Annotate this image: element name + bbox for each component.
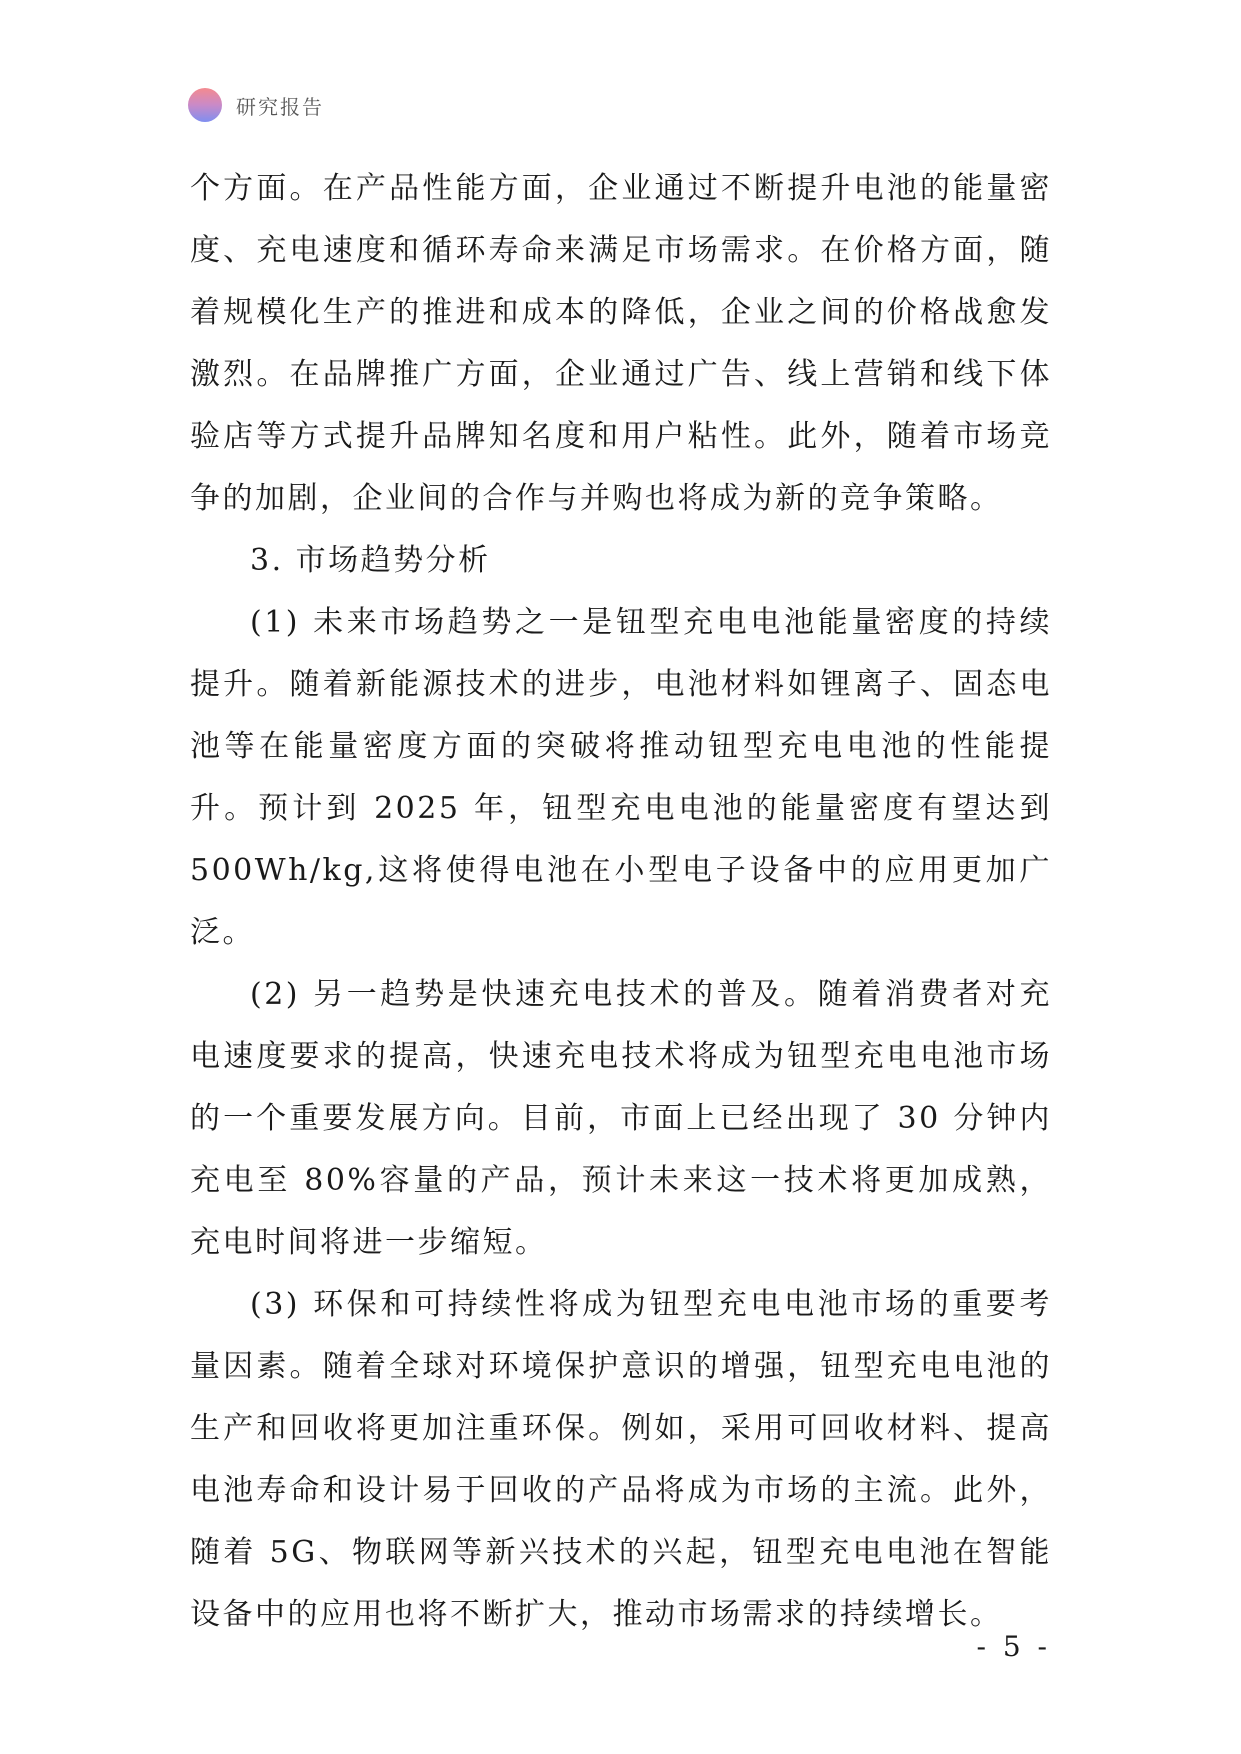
section-heading: 3. 市场趋势分析 <box>250 543 491 578</box>
report-header-title: 研究报告 <box>236 94 324 119</box>
paragraph-trend-3: (3) 环保和可持续性将成为钮型充电电池市场的重要考量因素。随着全球对环境保护意识的增强，钮型充电电池的生产和回收将更加注重环保。例如，采用可回收材料、提高电池寿命和设计易于回收的产品将成为市场的主流。此外，随着 5G、物联网等新兴技术的兴起，钮型充电电池在智能设备中的应用也将不断扩大，推动市场需求的持续增长。 <box>190 1287 1052 1632</box>
document-body <box>190 158 1052 1646</box>
report-logo-icon <box>188 88 222 122</box>
paragraph-trend-1: (1) 未来市场趋势之一是钮型充电电池能量密度的持续提升。随着新能源技术的进步，电池材料如锂离子、固态电池等在能量密度方面的突破将推动钮型充电电池的性能提升。预计到 2025 年，钮型充电电池的能量密度有望达到 500Wh/kg,这将使得电池在小型电子设备中的应用更加广泛。 <box>190 605 1052 950</box>
paragraph-trend-2: (2) 另一趋势是快速充电技术的普及。随着消费者对充电速度要求的提高，快速充电技术将成为钮型充电电池市场的一个重要发展方向。目前，市面上已经出现了 30 分钟内充电至 80%容量的产品，预计未来这一技术将更加成熟，充电时间将进一步缩短。 <box>190 977 1052 1260</box>
page-number: - 5 - <box>976 1630 1051 1663</box>
report-header <box>188 88 324 122</box>
paragraph-intro: 个方面。在产品性能方面，企业通过不断提升电池的能量密度、充电速度和循环寿命来满足市场需求。在价格方面，随着规模化生产的推进和成本的降低，企业之间的价格战愈发激烈。在品牌推广方面，企业通过广告、线上营销和线下体验店等方式提升品牌知名度和用户粘性。此外，随着市场竞争的加剧，企业间的合作与并购也将成为新的竞争策略。 <box>190 171 1052 516</box>
